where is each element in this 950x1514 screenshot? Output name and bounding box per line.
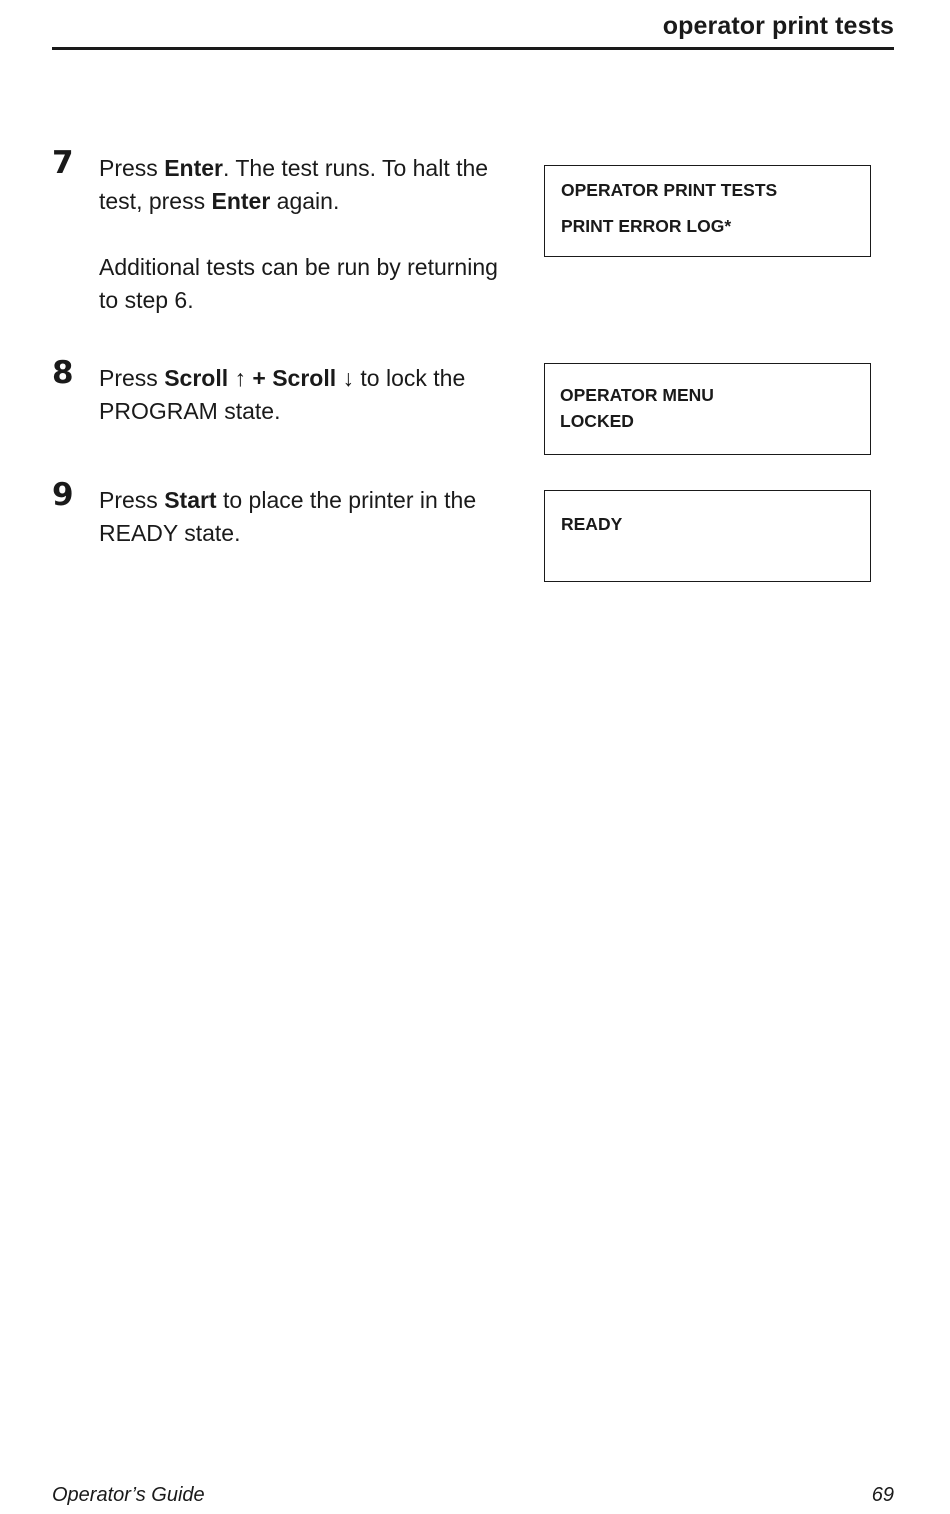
key-name-enter: Enter [164, 155, 223, 181]
lcd-line-2: LOCKED [560, 411, 634, 431]
text-run: Press [99, 155, 165, 181]
step-number: 8 [52, 355, 74, 391]
lcd-display-ready [544, 490, 871, 582]
text-run: to place the printer in the READY state. [99, 487, 477, 546]
lcd-display-print-tests [544, 165, 871, 257]
page-footer [52, 1484, 894, 1512]
step-paragraph [99, 152, 519, 218]
step-instructions [99, 152, 519, 317]
key-name-enter: Enter [211, 188, 271, 214]
lcd-display-menu-locked [544, 363, 871, 455]
step-number: 7 [52, 145, 74, 181]
lcd-line-2: PRINT ERROR LOG* [561, 216, 732, 236]
text-run: . The test runs. To halt the test, press [99, 155, 489, 214]
text-run: Press [99, 365, 165, 391]
text-run: to lock the PROGRAM state. [99, 365, 466, 424]
step-paragraph: Additional tests can be run by returning to step 6. [99, 254, 498, 313]
step-instructions [99, 362, 519, 428]
page-header [52, 0, 894, 50]
step-paragraph [99, 362, 519, 428]
lcd-line-1: OPERATOR PRINT TESTS [561, 180, 778, 200]
lcd-line-1: OPERATOR MENU [560, 385, 714, 405]
text-run: + [246, 365, 273, 391]
lcd-line-1: READY [561, 514, 623, 534]
key-name-start: Start [164, 487, 217, 513]
text-run: Press [99, 487, 165, 513]
key-name-scroll-up: Scroll ↑ [164, 365, 246, 391]
step-instructions [99, 484, 519, 550]
guide-title: Operator’s Guide [52, 1484, 205, 1506]
page-number: 69 [871, 1484, 894, 1506]
step-paragraph [99, 484, 519, 550]
step-number: 9 [52, 477, 74, 513]
key-name-scroll-down: Scroll ↓ [272, 365, 355, 391]
header-title: operator print tests [662, 12, 894, 40]
text-run: again. [270, 188, 340, 214]
